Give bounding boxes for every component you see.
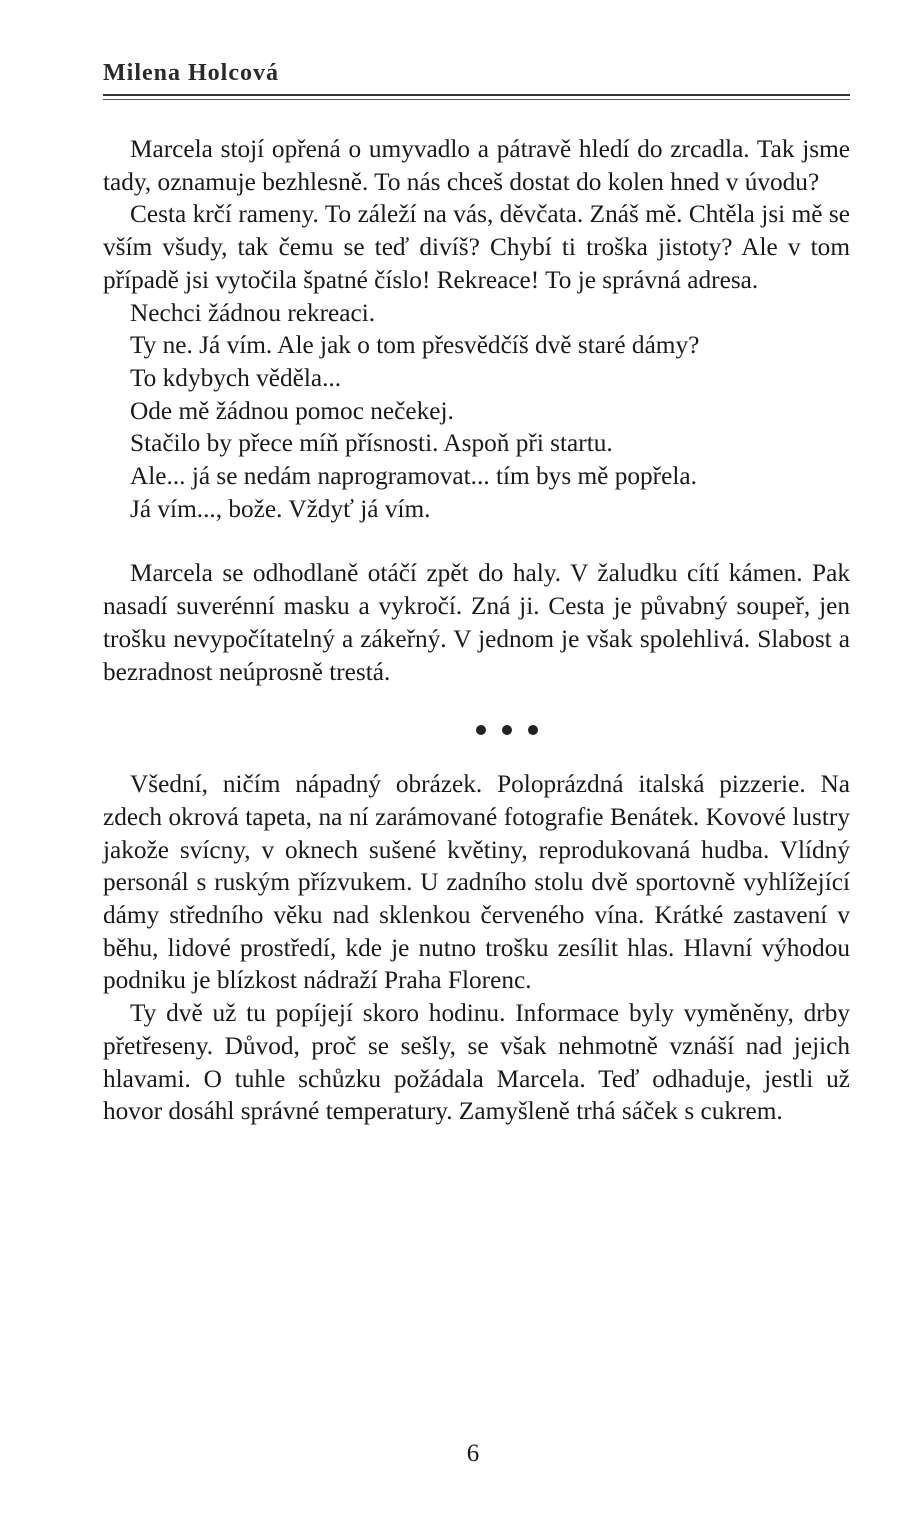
paragraph: Ty dvě už tu popíjejí skoro hodinu. Informace byly vyměněny, drby přetřeseny. Důvod, proč se sešly, se však nehmotně vznáší nad jejich hlavami. O tuhle schůzku požádala Marcela. Teď odhaduje, jestli už hovor dosáhl správné temperatury. Zamyšleně trhá sáček s cukrem.	[103, 999, 850, 1126]
dot-icon	[528, 725, 538, 735]
running-header	[103, 58, 850, 100]
paragraph: Ode mě žádnou pomoc nečekej.	[130, 396, 454, 425]
section-break-dots	[103, 688, 850, 768]
paragraph: Já vím..., bože. Vždyť já vím.	[130, 494, 431, 523]
dot-icon	[502, 725, 512, 735]
paragraph: Nechci žádnou rekreaci.	[130, 298, 376, 327]
header-rule-thin	[103, 99, 850, 100]
paragraph: Marcela stojí opřená o umyvadlo a pátravě hledí do zrcadla. Tak jsme tady, oznamuje bezhlesně. To nás chceš dostat do kolen hned v úvodu?	[103, 135, 850, 196]
header-rule	[103, 94, 850, 96]
paragraph: Stačilo by přece míň přísnosti. Aspoň při startu.	[130, 429, 613, 458]
paragraph: To kdybych věděla...	[130, 363, 342, 392]
author-name: Milena Holcová	[103, 60, 279, 86]
paragraph: Cesta krčí rameny. To záleží na vás, děvčata. Znáš mě. Chtěla jsi mě se vším všudy, tak čemu se teď divíš? Chybí ti troška jistoty? Ale v tom případě jsi vytočila špatné číslo! Rekreace! To je správná adresa.	[103, 200, 850, 294]
paragraph: Ale... já se nedám naprogramovat... tím bys mě popřela.	[130, 462, 697, 491]
page-number: 6	[466, 1440, 480, 1467]
dot-icon	[476, 725, 486, 735]
page-body	[103, 133, 850, 1128]
paragraph-gap	[103, 525, 850, 557]
paragraph: Všední, ničím nápadný obrázek. Poloprázdná italská pizzerie. Na zdech okrová tapeta, na ní zarámované fotografie Benátek. Kovové lustry jakože svícny, v oknech sušené květiny, reprodukovaná hudba. Vlídný personál s ruským přízvukem. U zadního stolu dvě sportovně vyhlížející dámy středního věku nad sklenkou červeného vína. Krátké zastavení v běhu, lidové prostředí, kde je nutno trošku zesílit hlas. Hlavní výhodou podniku je blízkost nádraží Praha Florenc.	[103, 770, 850, 995]
paragraph: Ty ne. Já vím. Ale jak o tom přesvědčíš dvě staré dámy?	[130, 331, 700, 360]
paragraph: Marcela se odhodlaně otáčí zpět do haly. V žaludku cítí kámen. Pak nasadí suverénní masku a vykročí. Zná ji. Cesta je půvabný soupeř, jen trošku nevypočítatelný a zákeřný. V jednom je však spolehlivá. Slabost a bezradnost neúprosně trestá.	[103, 559, 850, 686]
